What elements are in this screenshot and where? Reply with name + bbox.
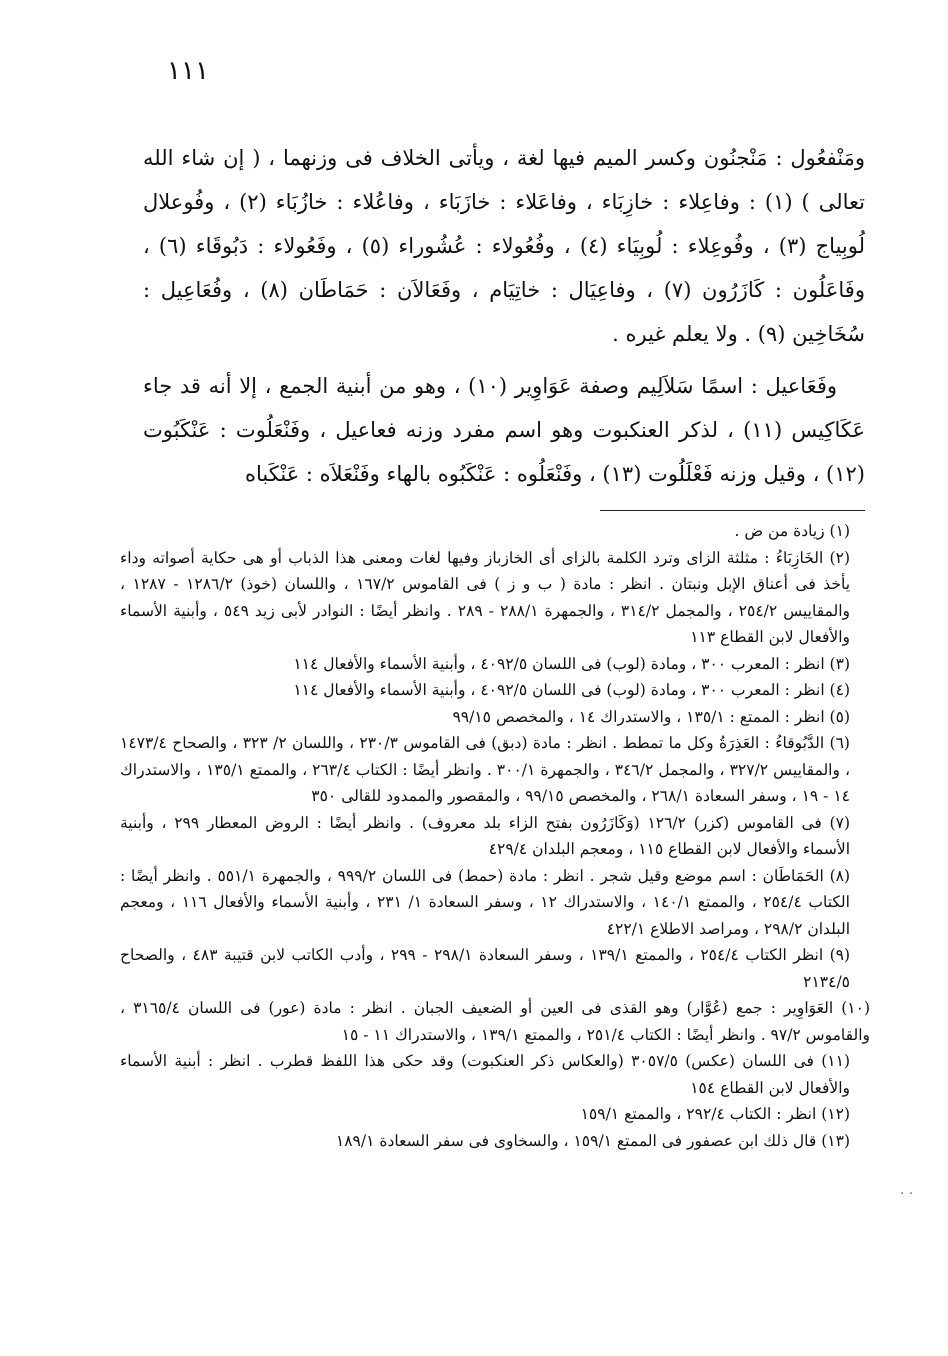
footnotes-section	[120, 518, 870, 1154]
footnote: (١١) فى اللسان (عكس) ٣٠٥٧/٥ (والعكاس ذكر العنكبوت) وقد حكى هذا اللفظ قطرب . انظر : أبنية الأسماء والأفعال لابن القطاع ١٥٤	[120, 1052, 851, 1097]
footnote: (٤) انظر : المعرب ٣٠٠ ، ومادة (لوب) فى اللسان ٤٠٩٢/٥ ، وأبنية الأسماء والأفعال ١١٤	[293, 681, 850, 699]
footnote-divider	[600, 510, 865, 511]
footnote: (٩) انظر الكتاب ٢٥٤/٤ ، والممتع ١٣٩/١ ، وسفر السعادة ٢٩٨/١ - ٢٩٩ ، وأدب الكاتب لابن قتيبة ٤٨٣ ، والصحاح ٢١٣٤/٥	[120, 946, 851, 991]
footnote: (٢) الخَازِبَاءُ : مثلثة الزاى وترد الكلمة بالزاى أى الخازباز وفيها لغات ومعنى هذا الذباب أو هى حكاية أصواته وداء يأخذ فى أعناق الإبل ونبتان . انظر : مادة ( ب و ز ) فى القاموس ١٦٧/٢ ، واللسان (خوذ) ١٢٨٦/٢ - ١٢٨٧ ، والمقاييس ٢٥٤/٢ ، والمجمل ٣١٤/٢ ، والجمهرة ٢٨٨/١ - ٢٨٩ . وانظر أيضًا : النوادر لأبى زيد ٥٤٩ ، وأبنية الأسماء والأفعال لابن القطاع ١١٣	[120, 548, 851, 646]
footnote: (٥) انظر : الممتع : ١٣٥/١ ، والاستدراك ١٤ ، والمخصص ٩٩/١٥	[452, 707, 850, 726]
main-paragraph: ومَنْفعُول : مَنْجنُون وكسر الميم فيها لغة ، ويأتى الخلاف فى وزنهما ، ( إن شاء الله تعالى ) (١) : وفاعِلاء : خازِبَاء ، وفاعَلاء : خازَبَاء ، وفاعُلاء : خازُبَاء (٢) ، وفُوعلال لُوبِياج (٣) ، وفُوعِلاء : لُوبِيَاء (٤) ، وفُعُولاء : عُشُوراء (٥) ، وفَعُولاء : دَبُوقَاء (٦) ، وفَاعَلُون : كَازَرُون (٧) ، وفاعِيَال : خاتِيَام ، وفَعَالاَن : حَمَاطَان (٨) ، وفُعَاعِيل : سُخَاخِين (٩) . ولا يعلم غيره .	[143, 146, 866, 346]
footnote: (٧) فى القاموس (كزر) ١٢٦/٢ (وَكَازَرُون بفتح الزاء بلد معروف) . وانظر أيضًا : الروض المعطار ٢٩٩ ، وأبنية الأسماء والأفعال لابن القطاع ١١٥ ، ومعجم البلدان ٤٢٩/٤	[120, 813, 850, 858]
footnote: (١) زيادة من ض .	[734, 522, 850, 540]
main-text-body	[143, 136, 865, 496]
footnote: (١٠) العَوَاوِير : جمع (عُوَّار) وهو القذى فى العين أو الضعيف الجبان . انظر : مادة (عور) فى اللسان ٣١٦٥/٤ ، والقاموس ٩٧/٢ . وانظر أيضًا : الكتاب ٢٥١/٤ ، والممتع ١٣٩/١ ، والاستدراك ١١ - ١٥	[120, 999, 870, 1044]
page-number: ١١١	[167, 56, 209, 86]
footnote: (١٣) قال ذلك ابن عصفور فى الممتع ١٥٩/١ ، والسخاوى فى سفر السعادة ١٨٩/١	[335, 1131, 850, 1150]
footnote: (٦) الدَّبُوقاءُ : العَذِرَةُ وكل ما تمطط . انظر : مادة (دبق) فى القاموس ٢٣٠/٣ ، واللسان ٢/ ٣٢٣ ، والصحاح ١٤٧٣/٤ ، والمقاييس ٣٢٧/٢ ، والمجمل ٣٤٦/٢ ، والجمهرة ٣٠٠/١ . وانظر أيضًا : الكتاب ٢٦٣/٤ ، والممتع ١٣٥/١ ، والاستدراك ١٤ - ١٩ ، وسفر السعادة ٢٦٨/١ ، والمخصص ٩٩/١٥ ، والمقصور والممدود للقالى ٣٥٠	[120, 734, 851, 805]
footnote: (٣) انظر : المعرب ٣٠٠ ، ومادة (لوب) فى اللسان ٤٠٩٢/٥ ، وأبنية الأسماء والأفعال ١١٤	[293, 654, 850, 673]
main-paragraph: وفَعَاعيل : اسمًا سَلاَلِيم وصفة عَوَاوِير (١٠) ، وهو من أبنية الجمع ، إلا أنه قد جاء عَكَاكِيس (١١) ، لذكر العنكبوت وهو اسم مفرد وزنه فعاعيل ، وفَنْعَلُوت : عَنْكَبُوت (١٢) ، وقيل وزنه فَعْلَلُوت (١٣) ، وفَنْعَلُوه : عَنْكَبُوه بالهاء وفَنْعَلاَه : عَنْكَباه	[143, 374, 866, 486]
footnote: (٨) الحَمَاطَان : اسم موضع وقيل شجر . انظر : مادة (حمط) فى اللسان ٩٩٩/٢ ، والجمهرة ٥٥١/١ . وانظر أيضًا : الكتاب ٢٥٤/٤ ، والممتع ١٤٠/١ ، والاستدراك ١٢ ، وسفر السعادة ١/ ٢٣١ ، وأبنية الأسماء والأفعال ١١٦ ، ومعجم البلدان ٢٩٨/٢ ، ومراصد الاطلاع ٤٢٢/١	[120, 866, 851, 938]
footnote: (١٢) انظر : الكتاب ٢٩٢/٤ ، والممتع ١٥٩/١	[580, 1105, 850, 1123]
margin-mark: · ·	[900, 1186, 914, 1202]
